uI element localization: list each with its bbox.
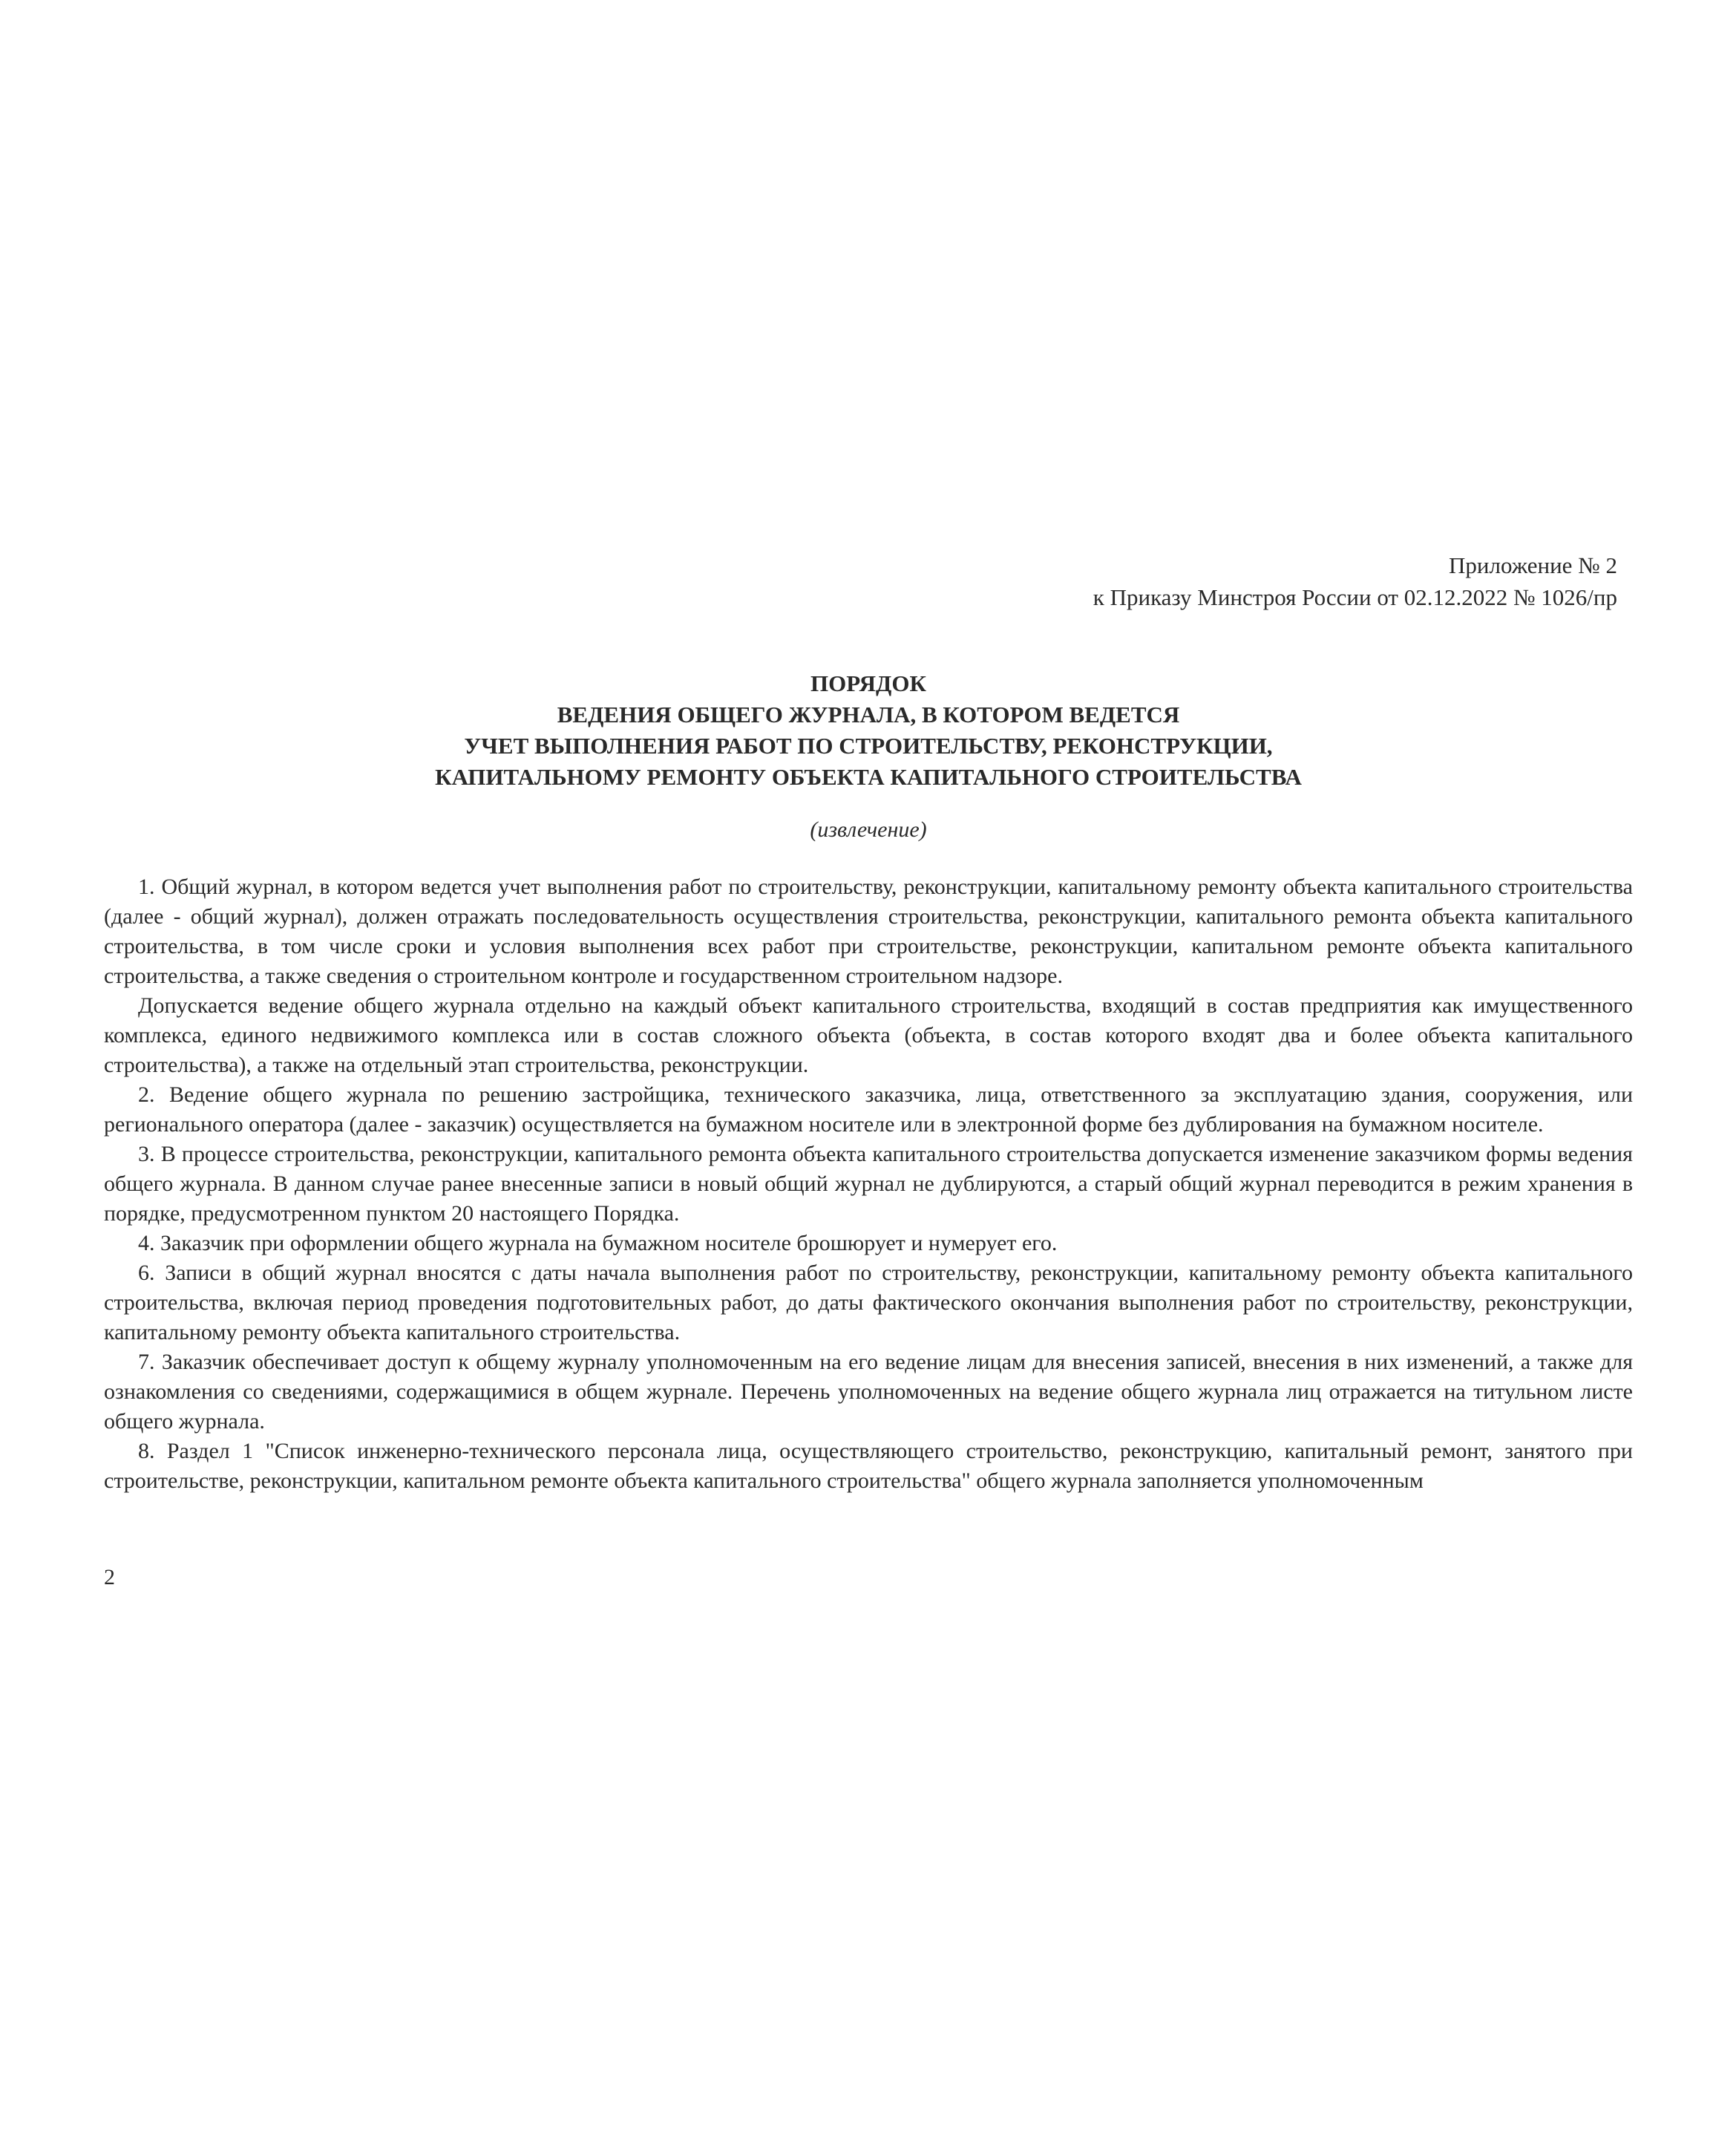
document-subtitle: (извлечение) (810, 817, 927, 842)
title-line-2: ВЕДЕНИЯ ОБЩЕГО ЖУРНАЛА, В КОТОРОМ ВЕДЕТСЯ (557, 702, 1180, 728)
appendix-number: Приложение № 2 (1449, 552, 1617, 578)
paragraph: 7. Заказчик обеспечивает доступ к общему журналу уполномоченным на его ведение лицам для внесения записей, внесения в них изменений, а также для ознакомления со сведениями, содержащимися в общем журнале. Перечень уполномоченных на ведение общего журнала лиц отражается на титульном листе общего журнала. (104, 1350, 1633, 1434)
paragraph: 2. Ведение общего журнала по решению застройщика, технического заказчика, лица, ответственного за эксплуатацию здания, сооружения, или регионального оператора (далее - заказчик) осуществляется на бумажном носителе или в электронной форме без дублирования на бумажном носителе. (104, 1082, 1633, 1137)
appendix-header (1093, 549, 1617, 613)
page-number: 2 (104, 1565, 115, 1589)
paragraph: 1. Общий журнал, в котором ведется учет выполнения работ по строительству, реконструкции, капитальному ремонту объекта капитального строительства (далее - общий журнал), должен отражать последовательность осуществления строительства, реконструкции, капитального ремонта объекта капитального строительства, в том числе сроки и условия выполнения всех работ при строительстве, реконструкции, капитальном ремонте объекта капитального строительства, а также сведения о строительном контроле и государственном строительном надзоре. (104, 875, 1633, 988)
title-line-4: КАПИТАЛЬНОМУ РЕМОНТУ ОБЪЕКТА КАПИТАЛЬНОГО СТРОИТЕЛЬСТВА (435, 764, 1302, 790)
paragraph: Допускается ведение общего журнала отдельно на каждый объект капитального строительства, входящий в состав предприятия как имущественного комплекса, единого недвижимого комплекса или в состав сложного объекта (объекта, в состав которого входят два и более объекта капитального строительства), а также на отдельный этап строительства, реконструкции. (104, 993, 1633, 1077)
order-reference: к Приказу Минстроя России от 02.12.2022 № 1026/пр (1093, 584, 1617, 610)
paragraph: 8. Раздел 1 "Список инженерно-технического персонала лица, осуществляющего строительство, реконструкцию, капитальный ремонт, занятого при строительстве, реконструкции, капитальном ремонте объекта капитального строительства" общего журнала заполняется уполномоченным (104, 1439, 1633, 1493)
title-line-3: УЧЕТ ВЫПОЛНЕНИЯ РАБОТ ПО СТРОИТЕЛЬСТВУ, РЕКОНСТРУКЦИИ, (464, 733, 1273, 759)
title-line-1: ПОРЯДОК (810, 670, 926, 696)
document-title (104, 668, 1633, 793)
paragraph: 6. Записи в общий журнал вносятся с даты начала выполнения работ по строительству, реконструкции, капитальному ремонту объекта капитального строительства, включая период проведения подготовительных работ, до даты фактического окончания выполнения работ по строительству, реконструкции, капитальному ремонту объекта капитального строительства. (104, 1261, 1633, 1344)
paragraph: 3. В процессе строительства, реконструкции, капитального ремонта объекта капитального строительства допускается изменение заказчиком формы ведения общего журнала. В данном случае ранее внесенные записи в новый общий журнал не дублируются, а старый общий журнал переводится в режим хранения в порядке, предусмотренном пунктом 20 настоящего Порядка. (104, 1142, 1633, 1226)
paragraph: 4. Заказчик при оформлении общего журнала на бумажном носителе брошюрует и нумерует его. (138, 1231, 1058, 1255)
document-body (104, 872, 1633, 1496)
